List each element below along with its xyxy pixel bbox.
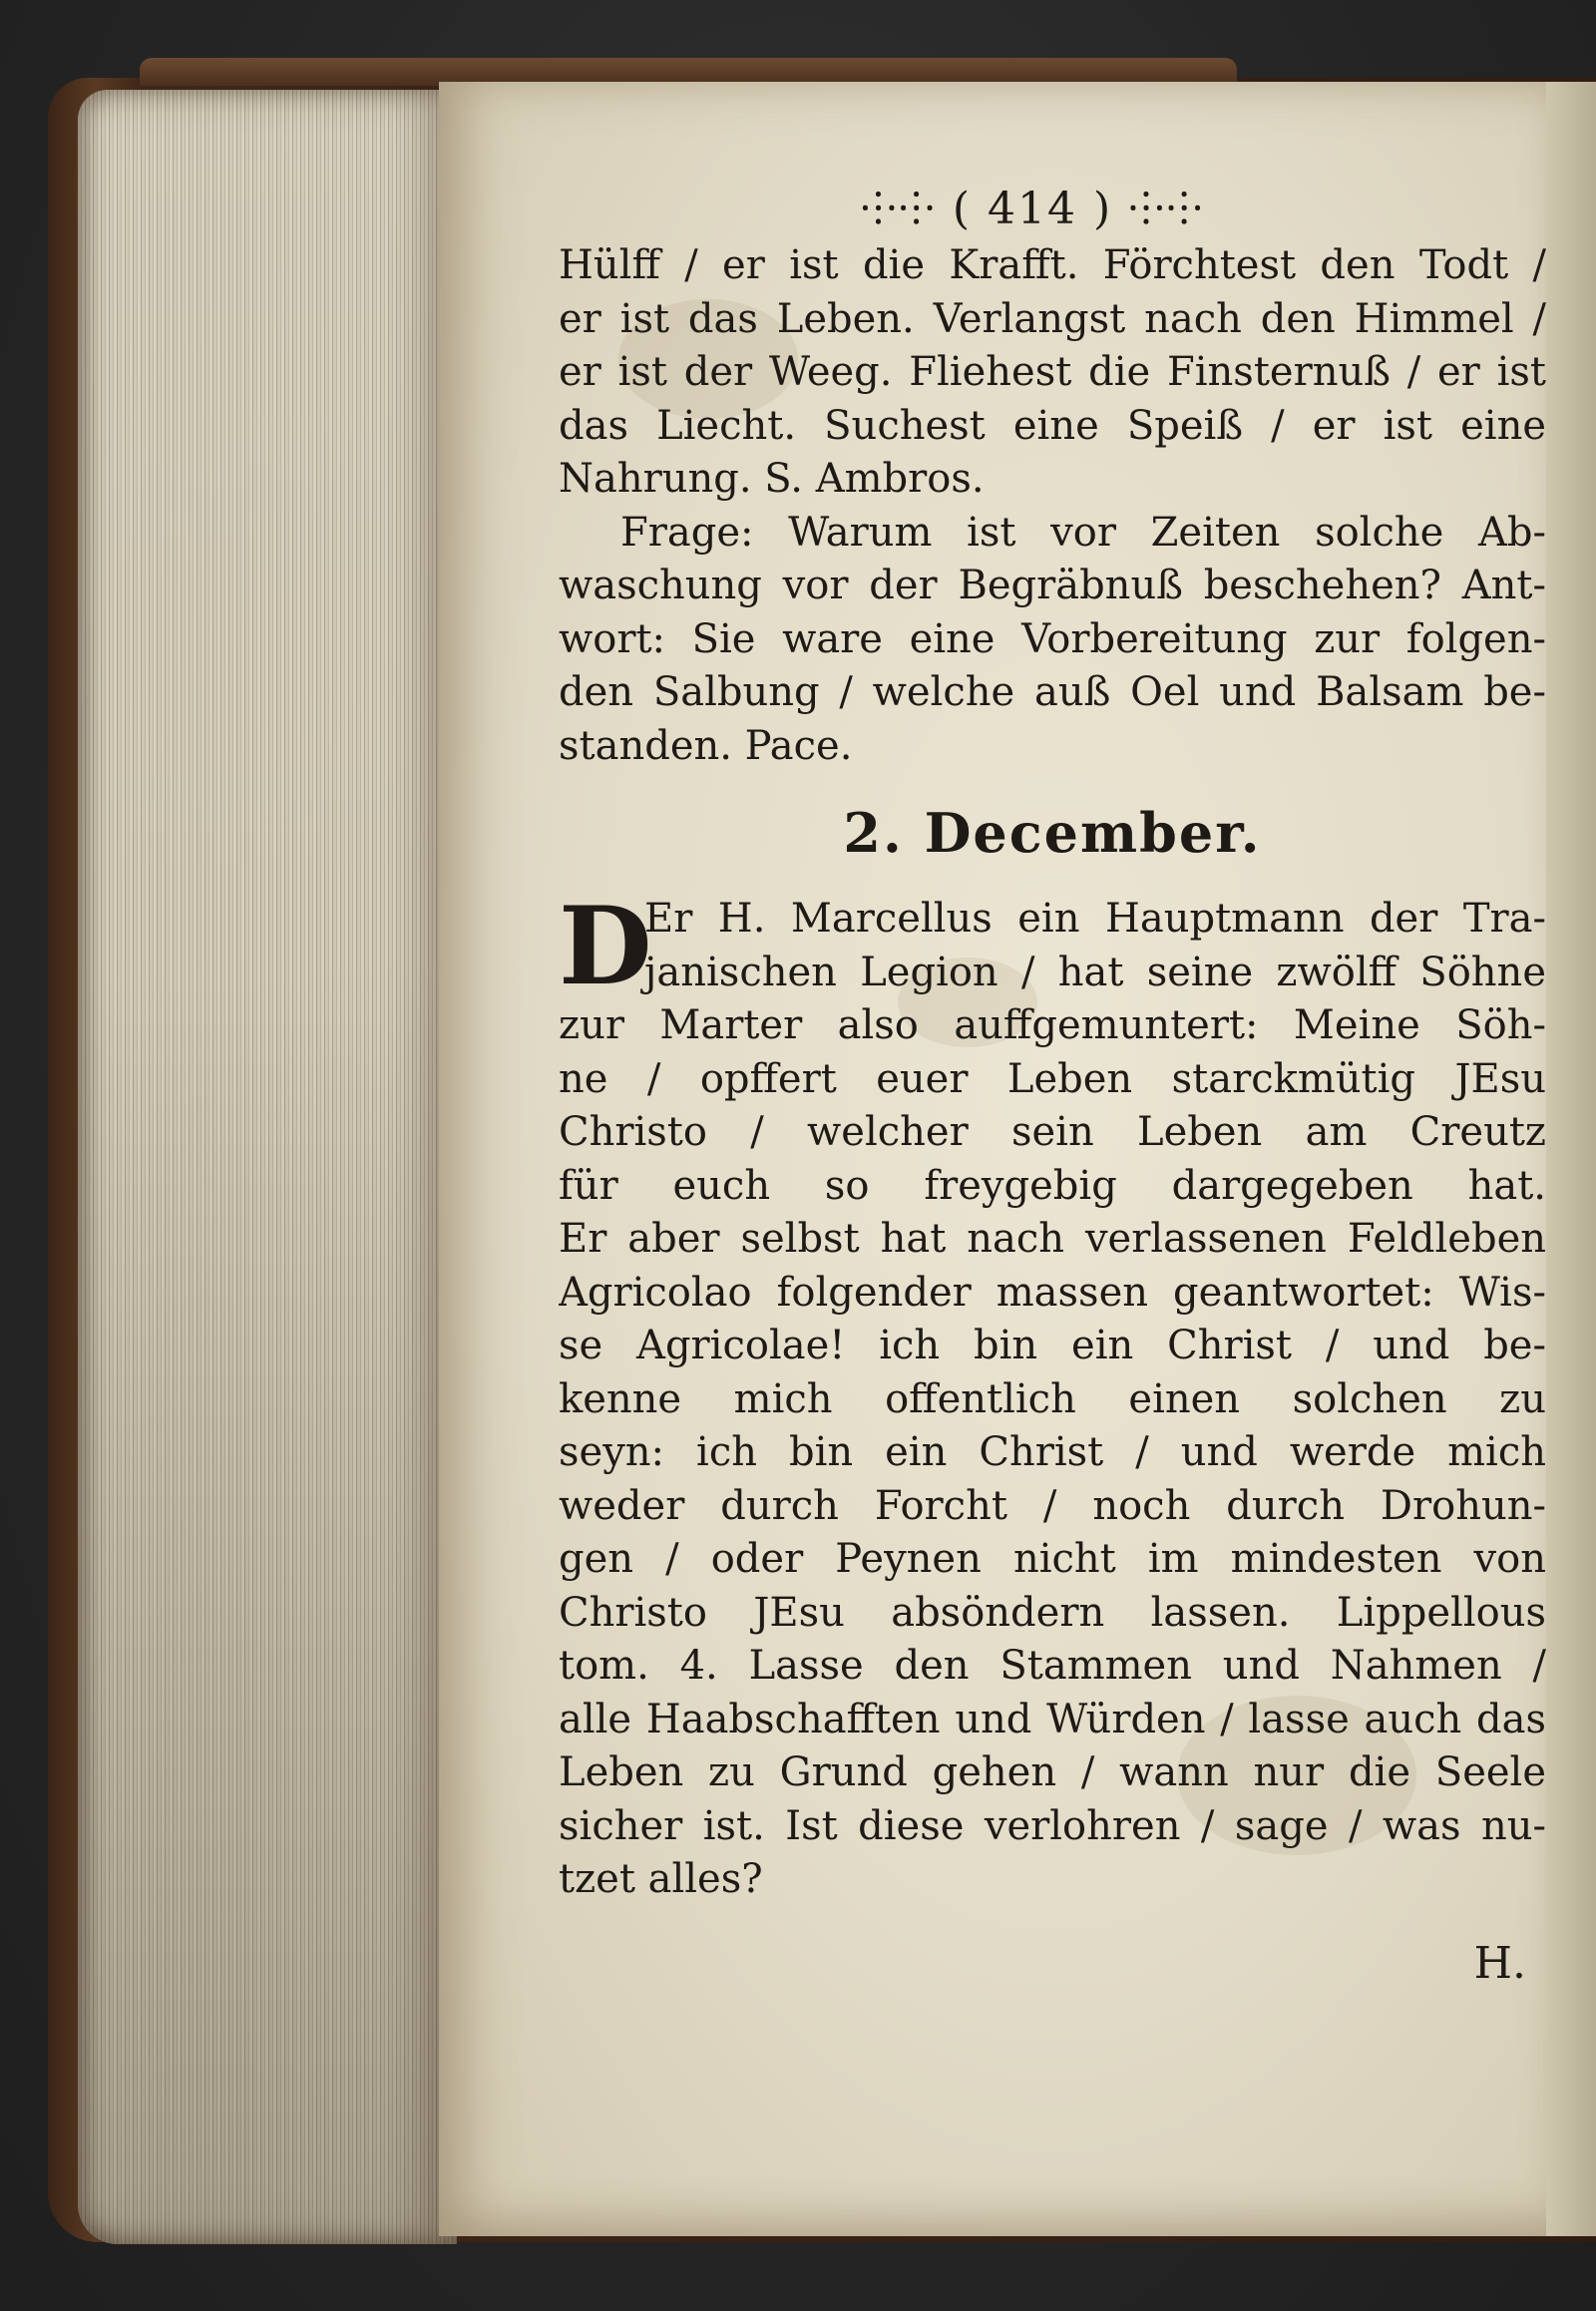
text-line: seyn: ich bin ein Christ / und werde mich <box>559 1429 1546 1475</box>
text-line: er ist der Weeg. Fliehest die Finsternuß / er ist <box>559 349 1546 395</box>
section-heading: 2. December. <box>843 801 1262 865</box>
text-line: se Agricolae! ich bin ein Christ / und be- <box>559 1323 1546 1368</box>
dropcap-paragraph <box>559 884 1546 1009</box>
text-line: janischen Legion / hat seine zwölff Söhne <box>644 949 1546 995</box>
text-line: den Salbung / welche auß Oel und Balsam be- <box>559 669 1546 715</box>
text-line: alle Haabschafften und Würden / lasse auch das <box>559 1696 1546 1742</box>
page-number: ( 414 ) <box>952 184 1113 234</box>
text-line: Er H. Marcellus ein Hauptmann der Tra- <box>644 896 1546 942</box>
text-line: tzet alles? <box>559 1856 763 1902</box>
text-line: Frage: Warum ist vor Zeiten solche Ab- <box>620 509 1546 556</box>
header-ornament-left: ⸭⸭ <box>860 184 937 234</box>
text-line: Nahrung. S. Ambros. <box>559 456 985 502</box>
text-line: Er aber selbst hat nach verlassenen Feldleben <box>559 1216 1546 1262</box>
facing-page-edge <box>1546 82 1596 2236</box>
text-line: für euch so freygebig dargegeben hat. <box>559 1162 1546 1209</box>
text-line: tom. 4. Lasse den Stammen und Nahmen / <box>559 1643 1546 1689</box>
text-line: zur Marter also auffgemuntert: Meine Söh- <box>559 1002 1546 1048</box>
text-line: kenne mich offentlich einen solchen zu <box>559 1375 1546 1422</box>
text-line: Leben zu Grund gehen / wann nur die Seele <box>559 1749 1546 1795</box>
page-block-shade <box>78 90 457 2244</box>
text-line: gen / oder Peynen nicht im mindesten von <box>559 1536 1546 1582</box>
page-text <box>559 180 1546 1990</box>
text-line: er ist das Leben. Verlangst nach den Himmel / <box>559 295 1546 342</box>
text-line: Christo / welcher sein Leben am Creutz <box>559 1109 1546 1155</box>
text-line: Christo JEsu absöndern lassen. Lippellous <box>559 1589 1546 1636</box>
text-line: standen. Pace. <box>559 722 853 769</box>
dropcap-letter: D <box>559 884 652 1009</box>
text-line: Agricolao folgender massen geantwortet: Wis- <box>559 1269 1546 1316</box>
text-line: sicher ist. Ist diese verlohren / sage / was nu- <box>559 1802 1546 1849</box>
text-line: Hülff / er ist die Krafft. Förchtest den Todt / <box>559 242 1546 288</box>
catchword: H. <box>1473 1937 1526 1989</box>
header-ornament-right: ⸭⸭ <box>1128 184 1205 234</box>
text-line: wort: Sie ware eine Vorbereitung zur folgen- <box>559 615 1546 662</box>
text-line: weder durch Forcht / noch durch Drohun- <box>559 1482 1546 1529</box>
page-header <box>519 180 1546 239</box>
text-line: das Liecht. Suchest eine Speiß / er ist eine <box>559 402 1546 449</box>
text-line: waschung vor der Begräbnuß beschehen? Ant- <box>559 563 1546 608</box>
text-line: ne / opffert euer Leben starckmütig JEsu <box>559 1055 1546 1102</box>
